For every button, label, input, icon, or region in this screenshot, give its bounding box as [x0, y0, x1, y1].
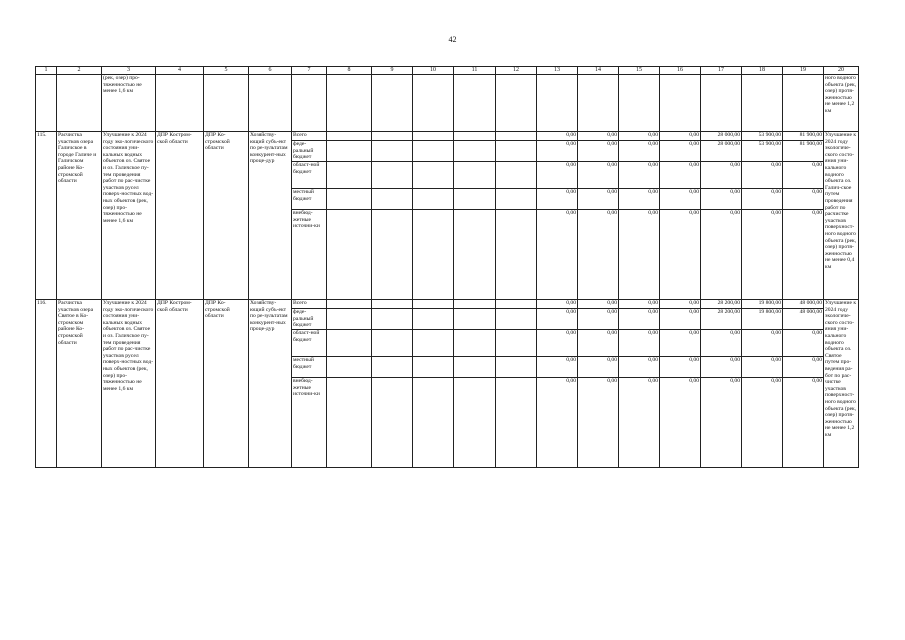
col-header: 3: [102, 67, 156, 75]
amount-c16: 0,00: [660, 141, 701, 162]
cell: [204, 75, 249, 132]
amount-c19: 0,00: [783, 378, 824, 468]
amount-c14: 0,00: [578, 141, 619, 162]
executor: ДПР Ко-стромской области: [204, 300, 249, 468]
cell: [454, 357, 496, 378]
funding-level: област-ной бюджет: [292, 330, 327, 357]
col-header: 7: [292, 67, 327, 75]
cell: [372, 378, 413, 468]
col-header: 16: [660, 67, 701, 75]
amount-c14: 0,00: [578, 357, 619, 378]
cell: [454, 75, 496, 132]
row-number: 116.: [36, 300, 57, 468]
amount-c19: 0,00: [783, 162, 824, 189]
cell: [619, 75, 660, 132]
expected-result: Улучшение к 2024 году экологиче-ского состо-яния уни-кального водного объекта оз. Галич-ское путем проведения работ по расчистке участков поверхност-ного водного объекта (рек, озер) протя-женностью не менее 0,4 км: [824, 132, 859, 300]
col-header: 17: [701, 67, 742, 75]
cell: [372, 210, 413, 300]
amount-c14: 0,00: [578, 210, 619, 300]
amount-c19: 0,00: [783, 210, 824, 300]
amount-c14: 0,00: [578, 162, 619, 189]
funding-level: местный бюджет: [292, 357, 327, 378]
cell: [454, 141, 496, 162]
amount-c17: 0,00: [701, 162, 742, 189]
cell: [372, 132, 413, 141]
amount-c17: 28 200,00: [701, 300, 742, 309]
cell: [57, 75, 102, 132]
amount-c13: 0,00: [537, 189, 578, 210]
cell: [413, 357, 454, 378]
col-header: 8: [327, 67, 372, 75]
amount-c15: 0,00: [619, 330, 660, 357]
cell: [327, 210, 372, 300]
cell: [372, 141, 413, 162]
amount-c19: 81 900,00: [783, 132, 824, 141]
amount-c17: 28 200,00: [701, 309, 742, 330]
amount-c19: 48 000,00: [783, 300, 824, 309]
cell: [413, 141, 454, 162]
cell: [454, 309, 496, 330]
cell: [327, 189, 372, 210]
amount-c15: 0,00: [619, 189, 660, 210]
cell: [372, 300, 413, 309]
cell: [372, 330, 413, 357]
amount-c17: 28 000,00: [701, 132, 742, 141]
amount-c16: 0,00: [660, 357, 701, 378]
amount-c15: 0,00: [619, 300, 660, 309]
cell: [372, 357, 413, 378]
col-header: 11: [454, 67, 496, 75]
funding-level: местный бюджет: [292, 189, 327, 210]
amount-c13: 0,00: [537, 210, 578, 300]
funding-level: Всего: [292, 300, 327, 309]
col-header: 5: [204, 67, 249, 75]
customer: ДПР Костром-ской области: [156, 300, 204, 468]
col-header: 4: [156, 67, 204, 75]
cell: [36, 75, 57, 132]
amount-c17: 0,00: [701, 357, 742, 378]
amount-c18: 0,00: [742, 210, 783, 300]
cell: [327, 330, 372, 357]
page-number: 42: [448, 35, 457, 44]
cell: [454, 132, 496, 141]
amount-c18: 19 800,00: [742, 309, 783, 330]
col-header: 10: [413, 67, 454, 75]
cell: [496, 141, 537, 162]
amount-c15: 0,00: [619, 210, 660, 300]
cell: [496, 300, 537, 309]
amount-c19: 48 000,00: [783, 309, 824, 330]
cell: [496, 210, 537, 300]
cell: [783, 75, 824, 132]
amount-c13: 0,00: [537, 309, 578, 330]
cell: [372, 309, 413, 330]
amount-c18: 53 900,00: [742, 141, 783, 162]
cell: [496, 162, 537, 189]
amount-c19: 81 900,00: [783, 141, 824, 162]
funding-level: внебюд-жетные источни-ки: [292, 210, 327, 300]
amount-c13: 0,00: [537, 357, 578, 378]
amount-c13: 0,00: [537, 141, 578, 162]
customer: ДПР Костром-ской области: [156, 132, 204, 300]
cell: [327, 300, 372, 309]
cell: [454, 162, 496, 189]
amount-c14: 0,00: [578, 300, 619, 309]
cell: [496, 309, 537, 330]
cell: [496, 75, 537, 132]
expected-result: Улучшение к 2024 году экологиче-ского состо-яния уни-кального водного объекта оз. Святое путем про-ведения ра-бот по рас-чистке участков поверхност-ного водного объекта (рек, озер) протя-женностью не менее 1,2 км: [824, 300, 859, 468]
amount-c16: 0,00: [660, 309, 701, 330]
amount-c18: 0,00: [742, 189, 783, 210]
col-header: 18: [742, 67, 783, 75]
amount-c16: 0,00: [660, 378, 701, 468]
event-goal: Улучшение к 2024 году эко-логического состояния уни-кальных водных объектов оз. Святое и оз. Галичское пу-тем проведения работ по рас-чистке участков русел поверх-ностных вод-ных объектов (рек, озер) про-тяженностью не менее 1,6 км: [102, 132, 156, 300]
cell: [454, 189, 496, 210]
cell: [413, 378, 454, 468]
col-header: 19: [783, 67, 824, 75]
cell: [413, 210, 454, 300]
amount-c19: 0,00: [783, 357, 824, 378]
cell: [327, 132, 372, 141]
cell: [413, 189, 454, 210]
amount-c13: 0,00: [537, 378, 578, 468]
amount-c17: 0,00: [701, 330, 742, 357]
subject: Хозяйству-ющий субъ-ект по ре-зультатам конкурент-ных проце-дур: [249, 132, 292, 300]
amount-c14: 0,00: [578, 378, 619, 468]
amount-c15: 0,00: [619, 378, 660, 468]
amount-c16: 0,00: [660, 300, 701, 309]
amount-c18: 0,00: [742, 357, 783, 378]
amount-c13: 0,00: [537, 132, 578, 141]
amount-c18: 19 800,00: [742, 300, 783, 309]
event-name: Расчистка участков озера Святое в Ко-стромском районе Ко-стромской области: [57, 300, 102, 468]
col-header: 2: [57, 67, 102, 75]
amount-c13: 0,00: [537, 300, 578, 309]
amount-c13: 0,00: [537, 330, 578, 357]
funding-level: внебюд-жетные источни-ки: [292, 378, 327, 468]
amount-c16: 0,00: [660, 330, 701, 357]
amount-c18: 0,00: [742, 162, 783, 189]
amount-c17: 28 000,00: [701, 141, 742, 162]
amount-c15: 0,00: [619, 162, 660, 189]
col-header: 9: [372, 67, 413, 75]
funding-level: област-ной бюджет: [292, 162, 327, 189]
cell: [292, 75, 327, 132]
cell: [413, 309, 454, 330]
amount-c19: 0,00: [783, 330, 824, 357]
amount-c15: 0,00: [619, 309, 660, 330]
col-header: 1: [36, 67, 57, 75]
amount-c19: 0,00: [783, 189, 824, 210]
funding-level: феде-ральный бюджет: [292, 309, 327, 330]
cell: [537, 75, 578, 132]
cell: [156, 75, 204, 132]
amount-c16: 0,00: [660, 210, 701, 300]
col-header: 6: [249, 67, 292, 75]
event-name: Расчистка участков озера Галичское в городе Галиче и Галичском районе Ко-стромской области: [57, 132, 102, 300]
cell: [327, 309, 372, 330]
amount-c14: 0,00: [578, 132, 619, 141]
amount-c15: 0,00: [619, 141, 660, 162]
cell: [742, 75, 783, 132]
cell: [454, 210, 496, 300]
cell: [660, 75, 701, 132]
cell: [413, 75, 454, 132]
amount-c14: 0,00: [578, 189, 619, 210]
row-number: 115.: [36, 132, 57, 300]
header-row: [36, 67, 859, 75]
funding-level: феде-ральный бюджет: [292, 141, 327, 162]
amount-c13: 0,00: [537, 162, 578, 189]
amount-c18: 53 900,00: [742, 132, 783, 141]
subject: Хозяйству-ющий субъ-ект по ре-зультатам конкурент-ных проце-дур: [249, 300, 292, 468]
cell: [454, 330, 496, 357]
amount-c15: 0,00: [619, 132, 660, 141]
cell: [578, 75, 619, 132]
cell: [454, 378, 496, 468]
col-header: 15: [619, 67, 660, 75]
amount-c17: 0,00: [701, 189, 742, 210]
col-header: 20: [824, 67, 859, 75]
cell: [496, 378, 537, 468]
col-header: 13: [537, 67, 578, 75]
amount-c15: 0,00: [619, 357, 660, 378]
amount-c14: 0,00: [578, 309, 619, 330]
cell: [372, 189, 413, 210]
amount-c17: 0,00: [701, 378, 742, 468]
cell: [372, 75, 413, 132]
cell: [701, 75, 742, 132]
continuation-row: [36, 75, 859, 132]
amount-c18: 0,00: [742, 378, 783, 468]
event-goal: Улучшение к 2024 году эко-логического состояния уни-кальных водных объектов оз. Святое и оз. Галичское пу-тем проведения работ по рас-чистке участков русел поверх-ностных вод-ных объектов (рек, озер) про-тяженностью не менее 1,6 км: [102, 300, 156, 468]
amount-c17: 0,00: [701, 210, 742, 300]
cell: [327, 357, 372, 378]
cell: [496, 132, 537, 141]
cell: [413, 162, 454, 189]
amount-c16: 0,00: [660, 132, 701, 141]
cell: [327, 162, 372, 189]
col-header: 12: [496, 67, 537, 75]
executor: ДПР Ко-стромской области: [204, 132, 249, 300]
cell: [496, 357, 537, 378]
cell: [496, 189, 537, 210]
amount-c16: 0,00: [660, 162, 701, 189]
cont-result: ного водного объекта (рек, озер) протя-женностью не менее 1,2 км: [824, 75, 859, 132]
cell: [327, 141, 372, 162]
cell: [413, 330, 454, 357]
cont-goal: (рек, озер) про-тяженностью не менее 1,6 км: [102, 75, 156, 132]
amount-c18: 0,00: [742, 330, 783, 357]
table-row: [36, 132, 859, 141]
amount-c16: 0,00: [660, 189, 701, 210]
cell: [413, 132, 454, 141]
cell: [327, 75, 372, 132]
cell: [496, 330, 537, 357]
cell: [327, 378, 372, 468]
program-table: [35, 66, 859, 468]
funding-level: Всего: [292, 132, 327, 141]
cell: [249, 75, 292, 132]
col-header: 14: [578, 67, 619, 75]
cell: [413, 300, 454, 309]
amount-c14: 0,00: [578, 330, 619, 357]
table-row: [36, 300, 859, 309]
cell: [372, 162, 413, 189]
cell: [454, 300, 496, 309]
